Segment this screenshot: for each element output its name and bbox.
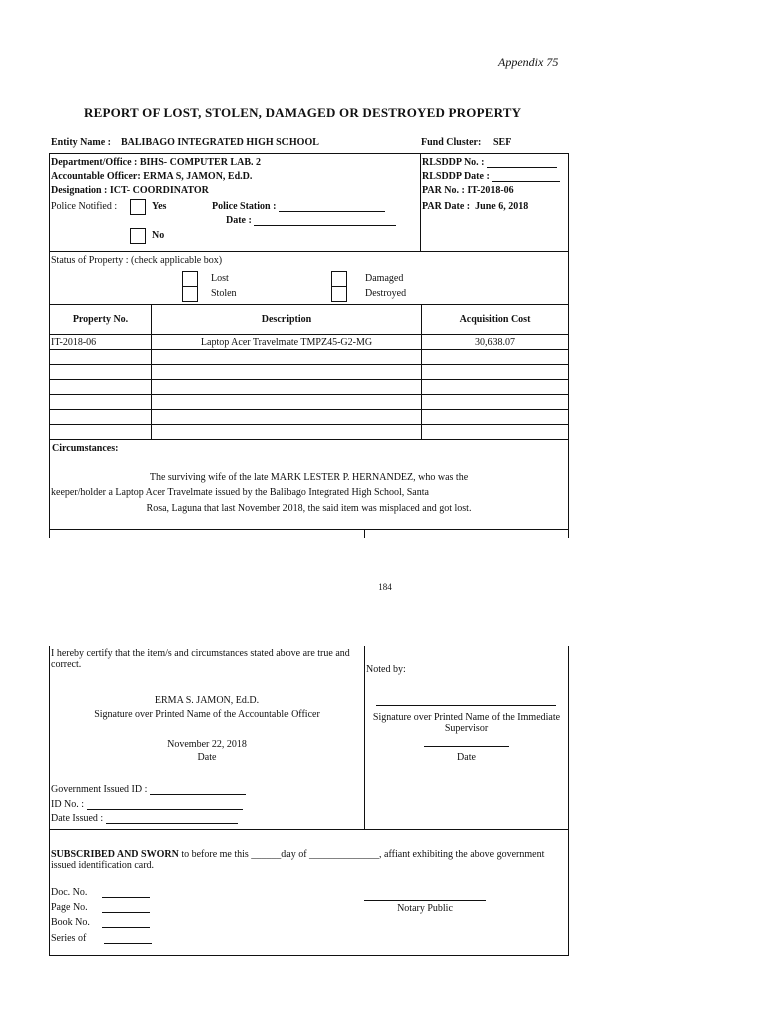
par-date-value: June 6, 2018 bbox=[475, 201, 529, 212]
police-date-label: Date : bbox=[226, 215, 252, 226]
series-of-field[interactable] bbox=[104, 943, 152, 944]
entity-name-label: Entity Name : bbox=[51, 137, 111, 148]
sworn-bold-text: SUBSCRIBED AND SWORN bbox=[51, 849, 179, 860]
sworn-text: to before me this ______day of ______________, affiant exhibiting the above government issued identification card. bbox=[51, 849, 545, 871]
par-date-label: PAR Date : bbox=[422, 201, 471, 212]
col-header-property-no: Property No. bbox=[72, 314, 129, 325]
police-yes-label: Yes bbox=[152, 201, 167, 212]
certify-text: I hereby certify that the item/s and circumstances stated above are true and correct. bbox=[51, 648, 350, 670]
lost-label: Lost bbox=[211, 273, 229, 284]
rlsddp-no-field[interactable] bbox=[487, 158, 557, 168]
certify-date-value: November 22, 2018 bbox=[167, 739, 247, 750]
police-station-field[interactable] bbox=[279, 202, 385, 212]
circumstances-line-3: Rosa, Laguna that last November 2018, the said item was misplaced and got lost. bbox=[146, 503, 472, 514]
noted-date-label: Date bbox=[457, 752, 476, 763]
damaged-label: Damaged bbox=[365, 273, 404, 284]
id-no-field[interactable] bbox=[87, 800, 243, 810]
accountable-officer-name: ERMA S. JAMON, Ed.D. bbox=[154, 695, 260, 706]
sworn-statement bbox=[51, 849, 551, 871]
col-header-acquisition-cost: Acquisition Cost bbox=[459, 314, 531, 325]
date-issued-label: Date Issued : bbox=[51, 813, 104, 824]
gov-id-field[interactable] bbox=[150, 785, 246, 795]
page-no-label: Page No. bbox=[51, 902, 88, 913]
par-no-value: IT-2018-06 bbox=[467, 185, 514, 196]
circumstances-line-2: keeper/holder a Laptop Acer Travelmate issued by the Balibago Integrated High School, Santa bbox=[51, 487, 429, 498]
table-row-1-cost: 30,638.07 bbox=[475, 337, 515, 348]
designation-value: ICT- COORDINATOR bbox=[109, 185, 209, 196]
certify-date-label: Date bbox=[197, 752, 217, 763]
par-no-label: PAR No. : bbox=[422, 185, 465, 196]
destroyed-label: Destroyed bbox=[365, 288, 407, 299]
destroyed-checkbox[interactable] bbox=[331, 286, 347, 302]
series-of-label: Series of bbox=[51, 933, 87, 944]
police-station-label: Police Station : bbox=[212, 201, 277, 212]
page-no-field[interactable] bbox=[102, 912, 150, 913]
table-row-1-description: Laptop Acer Travelmate TMPZ45-G2-MG bbox=[200, 337, 373, 348]
rlsddp-date-label: RLSDDP Date : bbox=[422, 171, 490, 182]
rlsddp-no-label: RLSDDP No. : bbox=[422, 157, 485, 168]
gov-id-label: Government Issued ID : bbox=[51, 784, 148, 795]
entity-name-value: BALIBAGO INTEGRATED HIGH SCHOOL bbox=[121, 137, 319, 148]
stolen-label: Stolen bbox=[211, 288, 237, 299]
book-no-field[interactable] bbox=[102, 927, 150, 928]
status-label: Status of Property : (check applicable box) bbox=[51, 255, 223, 266]
rlsddp-date-field[interactable] bbox=[492, 172, 560, 182]
doc-no-label: Doc. No. bbox=[51, 887, 88, 898]
police-date-field[interactable] bbox=[254, 216, 396, 226]
officer-label: Accountable Officer: bbox=[51, 171, 141, 182]
noted-by-label: Noted by: bbox=[366, 664, 406, 675]
accountable-officer-sig-label: Signature over Printed Name of the Accountable Officer bbox=[94, 709, 320, 720]
officer-value: ERMA S, JAMON, Ed.D. bbox=[143, 171, 253, 182]
circumstances-label: Circumstances: bbox=[52, 443, 119, 454]
police-no-checkbox[interactable] bbox=[130, 228, 146, 244]
table-row-1-property-no: IT-2018-06 bbox=[51, 337, 97, 348]
page-number: 184 bbox=[378, 582, 392, 592]
circumstances-line-1: The surviving wife of the late MARK LESTER P. HERNANDEZ, who was the bbox=[149, 472, 469, 483]
police-yes-checkbox[interactable] bbox=[130, 199, 146, 215]
police-notified-label: Police Notified : bbox=[51, 201, 118, 212]
appendix-label: Appendix 75 bbox=[498, 55, 559, 69]
lost-checkbox[interactable] bbox=[182, 271, 198, 287]
col-header-description: Description bbox=[261, 314, 312, 325]
damaged-checkbox[interactable] bbox=[331, 271, 347, 287]
notary-public-label: Notary Public bbox=[397, 903, 453, 914]
fund-cluster-value: SEF bbox=[493, 137, 512, 148]
report-title: REPORT OF LOST, STOLEN, DAMAGED OR DESTROYED PROPERTY bbox=[84, 105, 522, 120]
id-no-label: ID No. : bbox=[51, 799, 85, 810]
date-issued-field[interactable] bbox=[106, 814, 238, 824]
designation-label: Designation : bbox=[51, 185, 108, 196]
doc-no-field[interactable] bbox=[102, 897, 150, 898]
department-value: BIHS- COMPUTER LAB. 2 bbox=[139, 157, 261, 168]
fund-cluster-label: Fund Cluster: bbox=[421, 137, 482, 148]
stolen-checkbox[interactable] bbox=[182, 286, 198, 302]
department-label: Department/Office : bbox=[51, 157, 138, 168]
police-no-label: No bbox=[152, 230, 165, 241]
book-no-label: Book No. bbox=[51, 917, 90, 928]
supervisor-sig-label: Signature over Printed Name of the Immediate Supervisor bbox=[372, 712, 561, 734]
